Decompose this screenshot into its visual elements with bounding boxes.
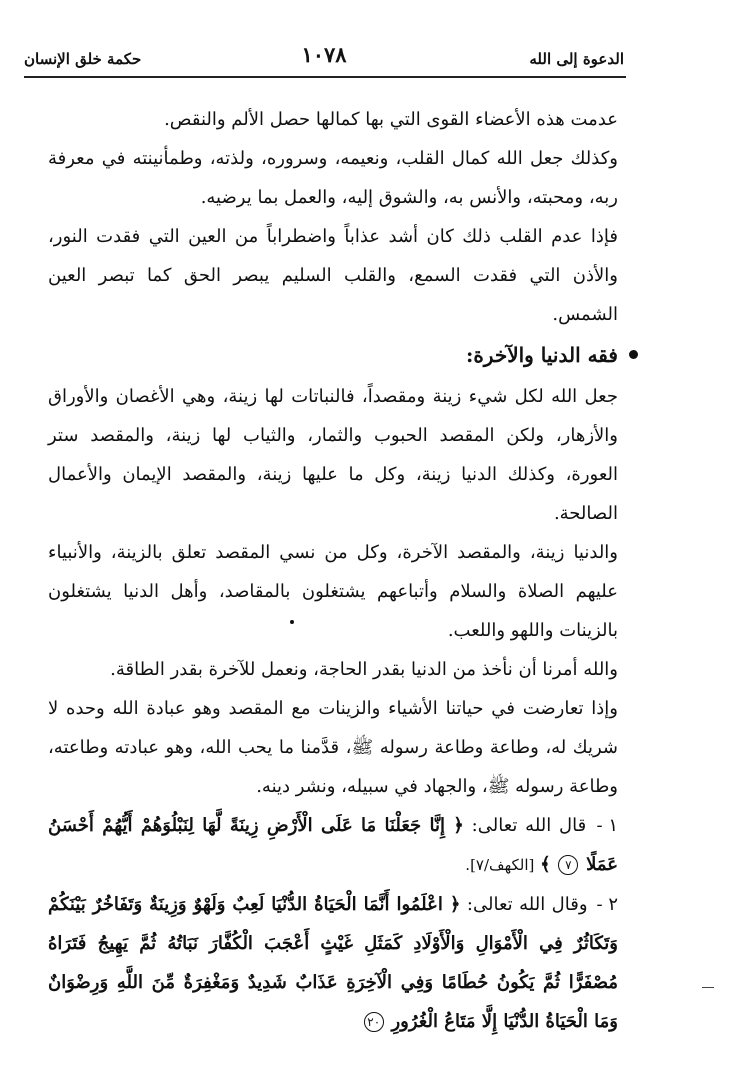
- ayah-number-icon: ٧: [558, 855, 578, 875]
- quran-verse: ﴿ اعْلَمُوا أَنَّمَا الْحَيَاةُ الدُّنْيَا لَعِبٌ وَلَهْوٌ وَزِينَةٌ وَتَفَاخُرٌ بَيْنَكُمْ وَتَكَاثُرٌ فِي الْأَمْوَالِ وَالْأَوْلَادِ كَمَثَلِ غَيْثٍ أَعْجَبَ الْكُفَّارَ نَبَاتُهُ ثُمَّ يَهِيجُ فَتَرَاهُ مُصْفَرًّا ثُمَّ يَكُونُ حُطَامًا وَفِي الْآخِرَةِ عَذَابٌ شَدِيدٌ وَمَغْفِرَةٌ مِّنَ اللَّهِ وَرِضْوَانٌ وَمَا الْحَيَاةُ الدُّنْيَا إِلَّا مَتَاعُ الْغُرُورِ: [48, 894, 618, 1032]
- section-heading-text: فقه الدنيا والآخرة:: [465, 343, 618, 367]
- page-number: ١٠٧٨: [301, 42, 347, 67]
- evidence-item: [48, 885, 618, 1041]
- body-text: [48, 100, 618, 1041]
- paragraph: جعل الله لكل شيء زينة ومقصداً، فالنباتات لها زينة، وهي الأغصان والأوراق والأزهار، ولكن المقصد الحبوب والثمار، والثياب لها زينة، والمقصد ستر العورة، وكذلك الدنيا زينة، وكل ما عليها زينة، والمقصد الإيمان والأعمال الصالحة.: [48, 386, 618, 524]
- item-number: ٢ -: [596, 894, 618, 915]
- paragraph: والدنيا زينة، والمقصد الآخرة، وكل من نسي المقصد تعلق بالزينة، والأنبياء عليهم الصلاة والسلام وأتباعهم يشتغلون بالمقاصد، وأهل الدنيا يشتغلون بالزينات واللهو واللعب.: [48, 542, 618, 641]
- item-intro: وقال الله تعالى:: [466, 894, 588, 915]
- running-header: [24, 40, 624, 74]
- ayah-number-icon: ٢٠: [364, 1012, 384, 1032]
- margin-mark: [702, 987, 714, 988]
- item-intro: قال الله تعالى:: [471, 815, 587, 836]
- chapter-title: حكمة خلق الإنسان: [24, 50, 142, 68]
- book-title: الدعوة إلى الله: [529, 50, 624, 68]
- section-heading: [48, 334, 618, 377]
- paragraph: وإذا تعارضت في حياتنا الأشياء والزينات مع المقصد وهو عبادة الله وحده لا شريك له، وطاعة وطاعة رسوله ﷺ، قدَّمنا ما يحب الله، وهو عبادته وطاعته، وطاعة رسوله ﷺ، والجهاد في سبيله، ونشر دينه.: [48, 698, 618, 797]
- header-rule: [24, 76, 626, 78]
- paragraph: والله أمرنا أن نأخذ من الدنيا بقدر الحاجة، ونعمل للآخرة بقدر الطاقة.: [110, 659, 618, 680]
- paragraph: عدمت هذه الأعضاء القوى التي بها كمالها حصل الألم والنقص.: [164, 109, 618, 130]
- print-dot: [290, 620, 294, 624]
- bullet-icon: [629, 350, 638, 359]
- verse-close: ﴾: [540, 854, 551, 875]
- quran-verse: ﴿ إِنَّا جَعَلْنَا مَا عَلَى الْأَرْضِ زِينَةً لَّهَا لِنَبْلُوَهُمْ أَيُّهُمْ أَحْسَنُ عَمَلًا: [48, 815, 618, 875]
- item-number: ١ -: [596, 815, 619, 836]
- evidence-item: [48, 806, 618, 885]
- verse-reference: [الكهف/٧].: [465, 856, 535, 874]
- paragraph: وكذلك جعل الله كمال القلب، ونعيمه، وسروره، ولذته، وطمأنينته في معرفة ربه، ومحبته، والأنس به، والشوق إليه، والعمل بما يرضيه.: [48, 148, 618, 208]
- paragraph: فإذا عدم القلب ذلك كان أشد عذاباً واضطراباً من العين التي فقدت النور، والأذن التي فقدت السمع، والقلب السليم يبصر الحق كما تبصر العين الشمس.: [48, 226, 618, 325]
